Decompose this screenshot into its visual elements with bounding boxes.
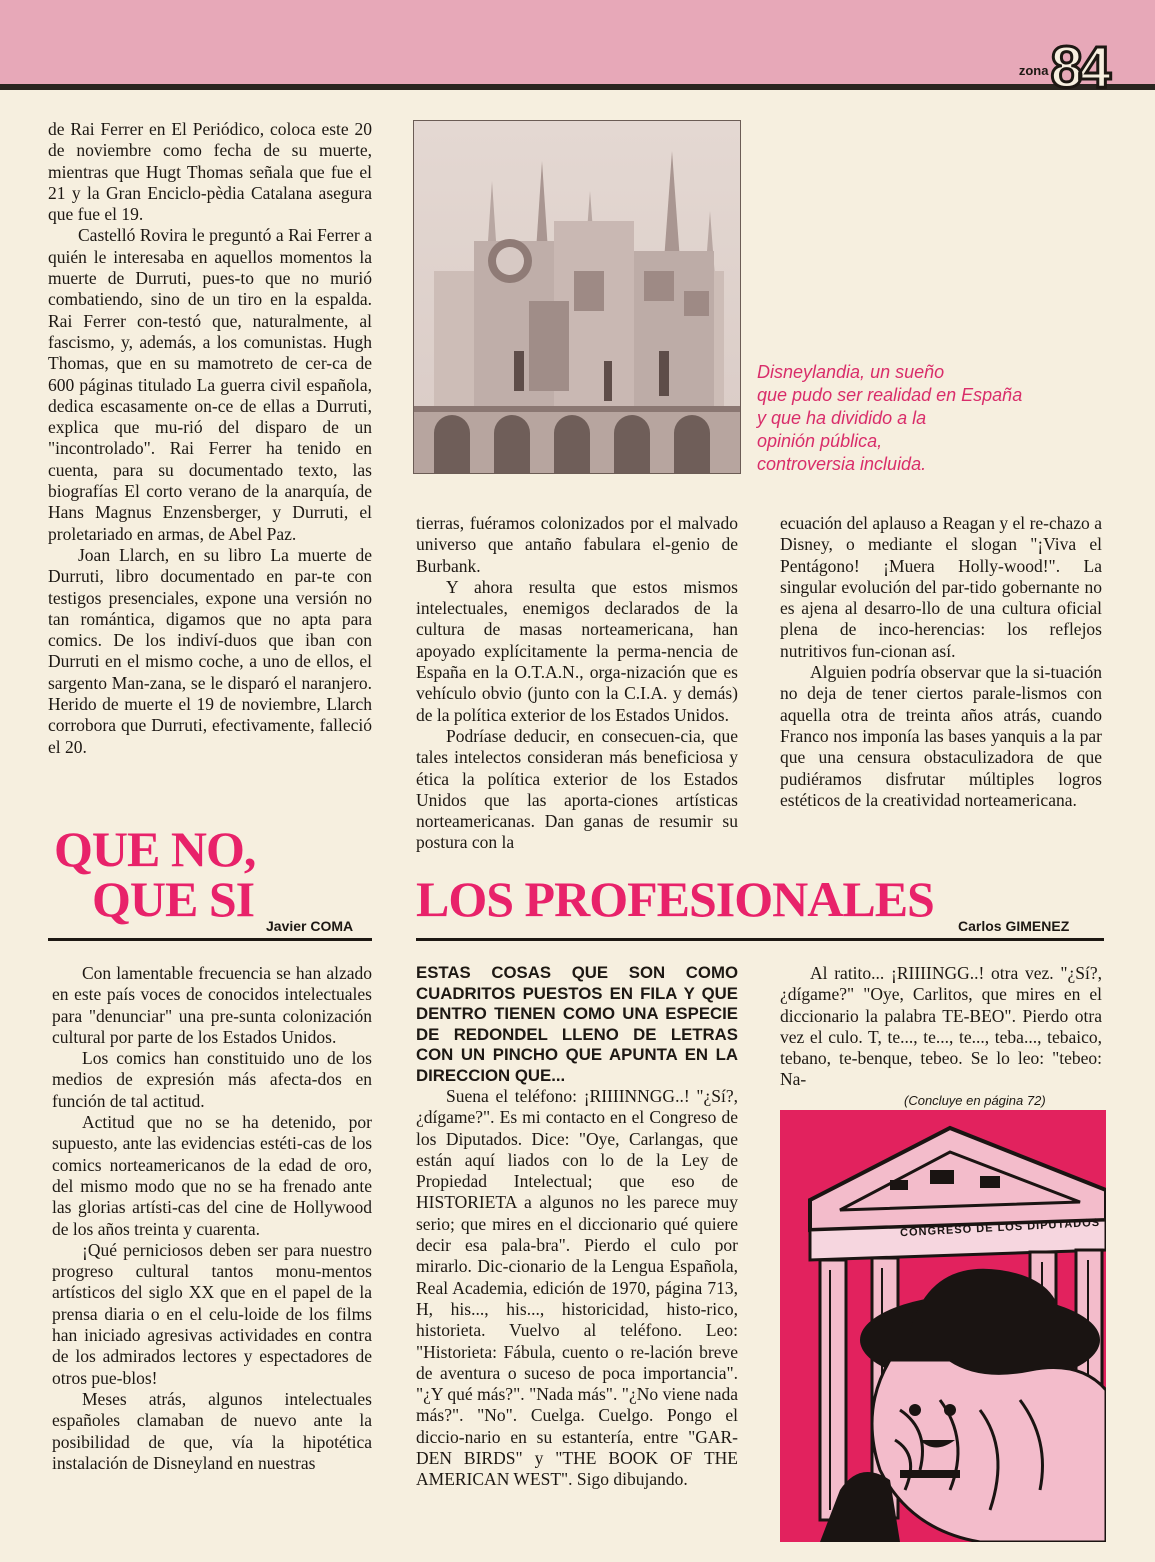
paragraph: Alguien podría observar que la si-tuación no deja de tener ciertos parale-lismos con aquella otra de treinta años atrás, cuando Franco nos imponía las bases yanquis a la par que una censura obstaculizadora de que pudiéramos disfrutar múltiples logros estéticos de la creatividad norteamericana. — [780, 662, 1102, 810]
article2-body — [416, 963, 738, 1491]
caption-line: controversia incluida. — [757, 454, 927, 474]
paragraph: de Rai Ferrer en El Periódico, coloca este 20 de noviembre como fecha de su muerte, mientras que Hugt Thomas señala que fue el 21 y la Gran Enciclo-pèdia Catalana asegura que fue el 19. — [48, 119, 372, 225]
caricature-image — [780, 1110, 1106, 1542]
header-band — [0, 0, 1155, 84]
logo-number: 84 — [1050, 35, 1107, 100]
header-rule — [0, 84, 1155, 90]
middle-column — [416, 513, 738, 854]
paragraph: Castelló Rovira le preguntó a Rai Ferrer a quién le interesaba en aquellos momentos la muerte de Durruti, pues-to que no murió combatiendo, sino de un tiro en la espalda. Rai Ferrer con-testó que, naturalmente, al fascismo, y, además, a los comunistas. Hugh Thomas, que en su mamotreto de cer-ca de 600 páginas titulado La guerra civil española, dedica escasamente on-ce de ellas a Durruti, explica que mu-rió del disparo de un "incontrolado". Rai Ferrer ha tenido en cuenta, para su documentado texto, las biografías El corto verano de la anarquía, de Hans Magnus Enzensberger, y Durruti, el proletariado en armas, de Abel Paz. — [48, 225, 372, 544]
disneyland-castle-image — [414, 121, 740, 473]
paragraph: Joan Llarch, en su libro La muerte de Durruti, libro documentado en par-te con testigos presenciales, expone una versión no tan romántica, digamos que no apta para comics. De los indiví-duos que iban con Durruti en el mismo coche, a uno de ellos, el sargento Man-zana, se le disparó el naranjero. Herido de muerte el 19 de noviembre, Llarch corrobora que Durruti, efectivamente, falleció el 20. — [48, 544, 372, 757]
article2-right-column — [780, 963, 1102, 1091]
paragraph: Los comics han constituido uno de los medios de expresión más afecta-dos en función de tal actitud. — [52, 1048, 372, 1111]
disneyland-photo — [413, 120, 741, 474]
article1-body — [52, 963, 372, 1474]
paragraph: Y ahora resulta que estos mismos intelectuales, enemigos declarados de la cultura de masas norteamericana, han apoyado explícitamente la perma-nencia de España en la O.T.A.N., orga-nización que es vehículo obvio (junto con la C.I.A. y demás) de la política exterior de los Estados Unidos. — [416, 576, 738, 725]
article2-title: LOS PROFESIONALES — [416, 871, 934, 927]
building-inscription: CONGRESO DE LOS DIPUTADOS — [899, 1216, 1101, 1240]
article1-title-line1: QUE NO, — [54, 821, 256, 877]
paragraph: ecuación del aplauso a Reagan y el re-chazo a Disney, o mediante el slogan "¡Viva el Pentágono! ¡Muera Holly-wood!". La singular evolución del par-tido gobernante no es ajena al desarro-llo de una cultura oficial plena de inco-herencias: los reflejos nutritivos fun-cionan así. — [780, 513, 1102, 661]
article1-title-line2: QUE SI — [92, 871, 255, 927]
paragraph: Con lamentable frecuencia se han alzado en este país voces de conocidos intelectuales para "denunciar" una pre-sunta colonización cultural por parte de los Estados Unidos. — [52, 963, 372, 1047]
article1-author: Javier COMA — [266, 918, 354, 934]
paragraph: Al ratito... ¡RIIIINGG..! otra vez. "¿Sí?, ¿dígame?" "Oye, Carlitos, que mires en el diccionario la palabra TE-BEO". Pierdo otra vez el culo. T, te..., te..., te..., teba..., tebaico, tebano, te-benque, tebeo. Se lo leo: "tebeo: Na- — [780, 963, 1102, 1090]
article1-rule — [48, 938, 372, 941]
caption-line: Disneylandia, un sueño — [757, 362, 945, 382]
left-column — [48, 119, 372, 758]
logo-prefix: zona — [1018, 63, 1049, 78]
paragraph: Suena el teléfono: ¡RIIIINNGG..! "¿Sí?, ¿dígame?". Es mi contacto en el Congreso de los Diputados. Dice: "Oye, Carlangas, que están aquí liados con lo de la Ley de Propiedad Intelectual; que eso de HISTORIETA a algunos no les parece muy serio; que mires en el diccionario qué quiere decir esa pala-bra". Pierdo el culo por mirarlo. Dic-cionario de la Lengua Española, Real Academia, edición de 1970, página 713, H, his..., his..., historicidad, histo-rico, historieta. Vuelvo al teléfono. Leo: "Historieta: Fábula, cuento o re-lación breve de aventura o suceso de poca importancia". "¿Y qué más?". "Nada más". "¿No viene nada más?". "No". Cuelga. Cuelgo. Pongo el diccio-nario en su estantería, entre "GAR-DEN BIRDS" y "THE BOOK OF THE AMERICAN WEST". Sigo dibujando. — [416, 1086, 738, 1490]
paragraph: ¡Qué perniciosos deben ser para nuestro progreso cultural tantos monu-mentos artísticos del siglo XX que en el papel de la prensa diaria o en el celu-loide de los films han iniciado agresivas actividades en contra de los admirados lectores y espectadores de otros pue-blos! — [52, 1239, 372, 1388]
article2-author: Carlos GIMENEZ — [958, 918, 1070, 934]
article2-intro: ESTAS COSAS QUE SON COMO CUADRITOS PUESTOS EN FILA Y QUE DENTRO TIENEN COMO UNA ESPECIE DE REDONDEL LLENO DE LETRAS CON UN PINCHO QUE APUNTA EN LA DIRECCION QUE... — [416, 963, 738, 1085]
paragraph: Podríase deducir, en consecuen-cia, que tales intelectos consideran más beneficiosa y ética la política exterior de los Estados Unidos que las aporta-ciones artísticas norteamericanas. Dan ganas de resumir su postura con la — [416, 725, 738, 853]
magazine-logo — [1018, 35, 1107, 100]
paragraph: Meses atrás, algunos intelectuales españoles clamaban de nuevo ante la posibilidad de que, vía la hipotética instalación de Disneyland en nuestras — [52, 1388, 372, 1473]
article2-rule — [416, 938, 1104, 941]
congress-illustration — [780, 1110, 1106, 1542]
paragraph: Actitud que no se ha detenido, por supuesto, ante las evidencias estéti-cas de los comics norteamericanos de la edad de oro, del mismo modo que no se ha frenado ante las glorias artísti-cas del cine de Hollywood de los años treinta y cuarenta. — [52, 1112, 372, 1239]
caption-line: opinión pública, — [757, 431, 883, 451]
right-column — [780, 513, 1102, 811]
photo-caption — [757, 361, 1087, 476]
continued-note: (Concluye en página 72) — [904, 1093, 1046, 1108]
caption-line: que pudo ser realidad en España — [757, 385, 1023, 405]
caption-line: y que ha dividido a la — [757, 408, 927, 428]
paragraph: tierras, fuéramos colonizados por el malvado universo que antaño fabulara el-genio de Burbank. — [416, 513, 738, 576]
